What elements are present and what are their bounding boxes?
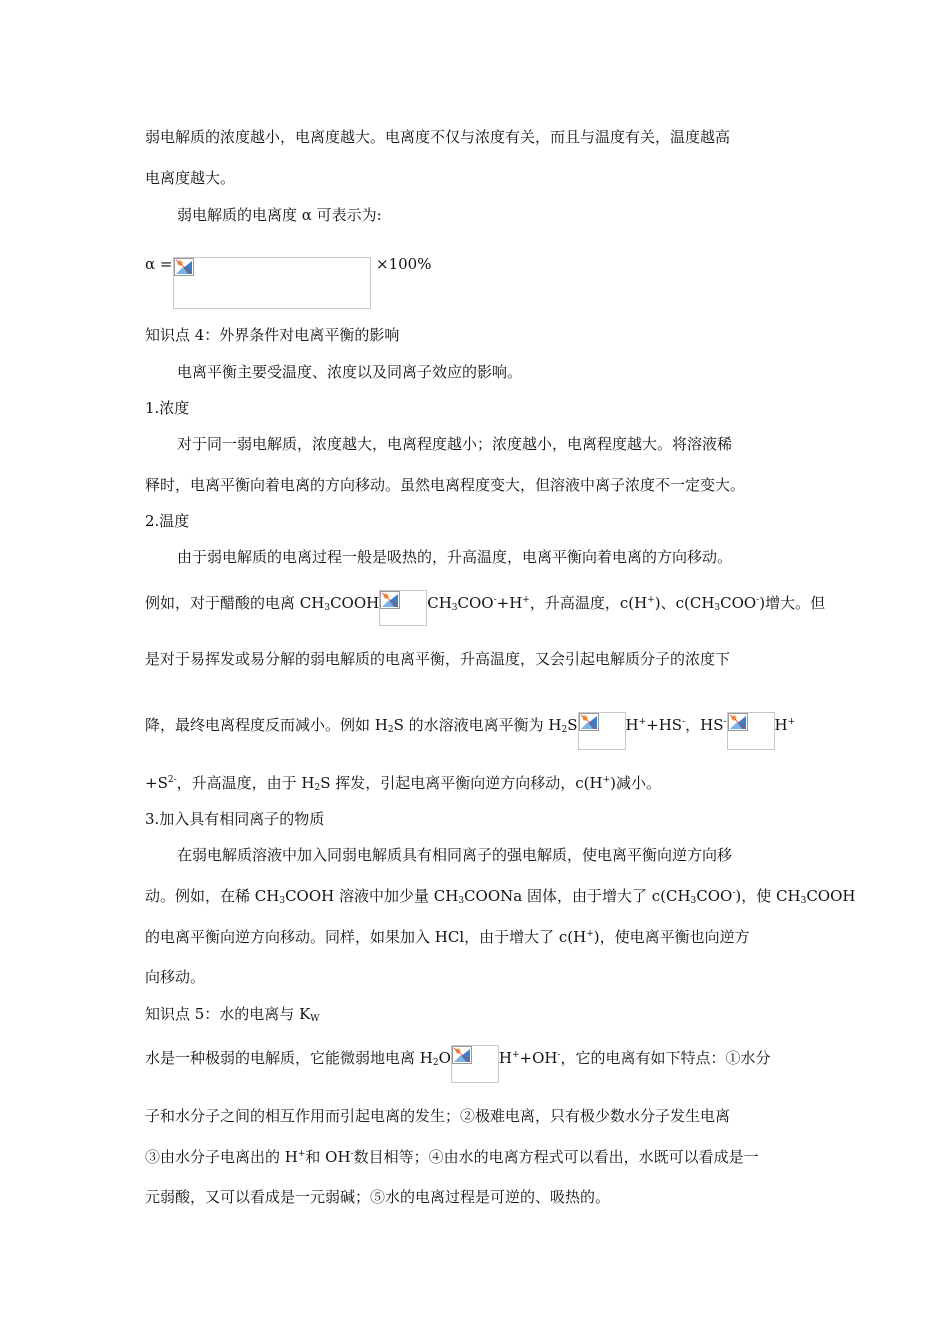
text: ，升高温度，由于 H: [176, 774, 315, 792]
sub: 3: [690, 896, 697, 906]
para-line: [145, 773, 661, 793]
text: O: [438, 1049, 451, 1067]
section-heading: [145, 1004, 320, 1024]
text: COONa 固体，由于增大了 c(CH: [464, 887, 691, 905]
alpha-formula: [145, 254, 431, 309]
sub: 3: [279, 896, 286, 906]
text: 例如，对于醋酸的电离 CH: [145, 594, 325, 612]
text: H: [774, 716, 788, 734]
para-line: [145, 712, 795, 750]
text: CH: [427, 594, 452, 612]
text: ，它的电离有如下特点：①水分: [560, 1049, 771, 1067]
sub: 3: [800, 896, 807, 906]
para-line: 由于弱电解质的电离过程一般是吸热的，升高温度，电离平衡向着电离的方向移动。: [177, 548, 733, 566]
text: 知识点 5：水的电离与 K: [145, 1005, 311, 1023]
sup: -: [732, 888, 736, 898]
para-line: [145, 1147, 759, 1167]
para-line: [145, 1045, 771, 1083]
text: 的电离平衡向逆方向移动。同样，如果加入 HCl，由于增大了 c(H: [145, 928, 587, 946]
sub: 3: [714, 603, 721, 613]
para-line: 在弱电解质溶液中加入同弱电解质具有相同离子的强电解质，使电离平衡向逆方向移: [177, 846, 733, 864]
para-line: 弱电解质的浓度越小，电离度越大。电离度不仅与浓度有关，而且与温度有关，温度越高: [145, 128, 731, 146]
subsection-title: 3.加入具有相同离子的物质: [145, 810, 325, 828]
text: COOH: [806, 887, 856, 905]
para-line: 是对于易挥发或易分解的弱电解质的电离平衡，升高温度，又会引起电解质分子的浓度下: [145, 650, 731, 668]
para-line: 元弱酸，又可以看成是一元弱碱；⑤水的电离过程是可逆的、吸热的。: [145, 1188, 611, 1206]
para-line: 电离度越大。: [145, 169, 236, 187]
text: )，使 CH: [735, 887, 801, 905]
subsection-title: 2.温度: [145, 512, 190, 530]
broken-image-icon: [727, 712, 775, 750]
section-heading: 知识点 4：外界条件对电离平衡的影响: [145, 326, 400, 344]
subsection-title: 1.浓度: [145, 399, 190, 417]
para-line: [145, 590, 825, 626]
para-line: 子和水分子之间的相互作用而引起电离的发生；②极难电离，只有极少数水分子发生电离: [145, 1107, 731, 1125]
text: COO: [720, 594, 757, 612]
para-line: [145, 927, 750, 947]
broken-image-icon: [379, 590, 427, 626]
sup: +: [602, 775, 611, 785]
sup: +: [586, 929, 594, 939]
sub: 2: [387, 725, 394, 735]
formula-lhs: α =: [145, 255, 173, 273]
formula-rhs: ×100%: [376, 255, 432, 273]
sub: 2: [432, 1058, 439, 1068]
sub: 2: [314, 783, 321, 793]
sup: +: [647, 595, 655, 605]
text: ，升高温度，c(H: [529, 594, 648, 612]
sub: 3: [458, 896, 465, 906]
para-line: 释时，电离平衡向着电离的方向移动。虽然电离程度变大，但溶液中离子浓度不一定变大。: [145, 476, 746, 494]
text: +H: [496, 594, 523, 612]
text: COOH 溶液中加少量 CH: [285, 887, 459, 905]
sup: -: [493, 595, 497, 605]
sup: +: [297, 1149, 306, 1159]
sub: 3: [451, 603, 458, 613]
text: H: [498, 1049, 512, 1067]
text: 水是一种极弱的电解质，它能微弱地电离 H: [145, 1049, 433, 1067]
sup: -: [756, 595, 760, 605]
sub: W: [310, 1014, 320, 1024]
broken-image-icon: [173, 257, 371, 309]
text: 降，最终电离程度反而减小。例如 H: [145, 716, 388, 734]
sup: +: [522, 595, 530, 605]
text: ③由水分子电离出的 H: [145, 1148, 298, 1166]
text: )增大。但: [759, 594, 826, 612]
sup: +: [787, 717, 796, 727]
sup: -: [557, 1050, 561, 1060]
para-line: 向移动。: [145, 968, 206, 986]
sub: 2: [561, 725, 568, 735]
sub: 3: [324, 603, 331, 613]
text: S 的水溶液电离平衡为 H: [393, 716, 562, 734]
broken-image-icon: [578, 712, 626, 750]
para-line: 电离平衡主要受温度、浓度以及同离子效应的影响。: [177, 363, 523, 381]
text: )减小。: [610, 774, 662, 792]
broken-image-icon: [451, 1045, 499, 1083]
text: S: [567, 716, 578, 734]
sup: -: [350, 1149, 354, 1159]
text: )、c(CH: [654, 594, 715, 612]
sup: -: [682, 717, 686, 727]
para-line: [145, 886, 855, 906]
text: H: [625, 716, 639, 734]
para-line: 弱电解质的电离度 α 可表示为:: [177, 206, 382, 224]
sup: +: [512, 1050, 520, 1060]
text: 动。例如，在稀 CH: [145, 887, 280, 905]
para-line: 对于同一弱电解质，浓度越大，电离程度越小；浓度越小，电离程度越大。将溶液稀: [177, 435, 733, 453]
text: 和 OH: [305, 1148, 351, 1166]
text: +S: [145, 774, 168, 792]
sup: 2-: [167, 775, 177, 785]
text: COO: [457, 594, 494, 612]
text: COOH: [330, 594, 380, 612]
text: +HS: [646, 716, 683, 734]
text: )，使电离平衡也向逆方: [593, 928, 750, 946]
sup: +: [638, 717, 647, 727]
sup: -: [723, 717, 727, 727]
text: S 挥发，引起电离平衡向逆方向移动，c(H: [320, 774, 603, 792]
text: 数目相等；④由水的电离方程式可以看出，水既可以看成是一: [353, 1148, 759, 1166]
text: COO: [696, 887, 733, 905]
text: +OH: [519, 1049, 558, 1067]
text: ，HS: [685, 716, 724, 734]
